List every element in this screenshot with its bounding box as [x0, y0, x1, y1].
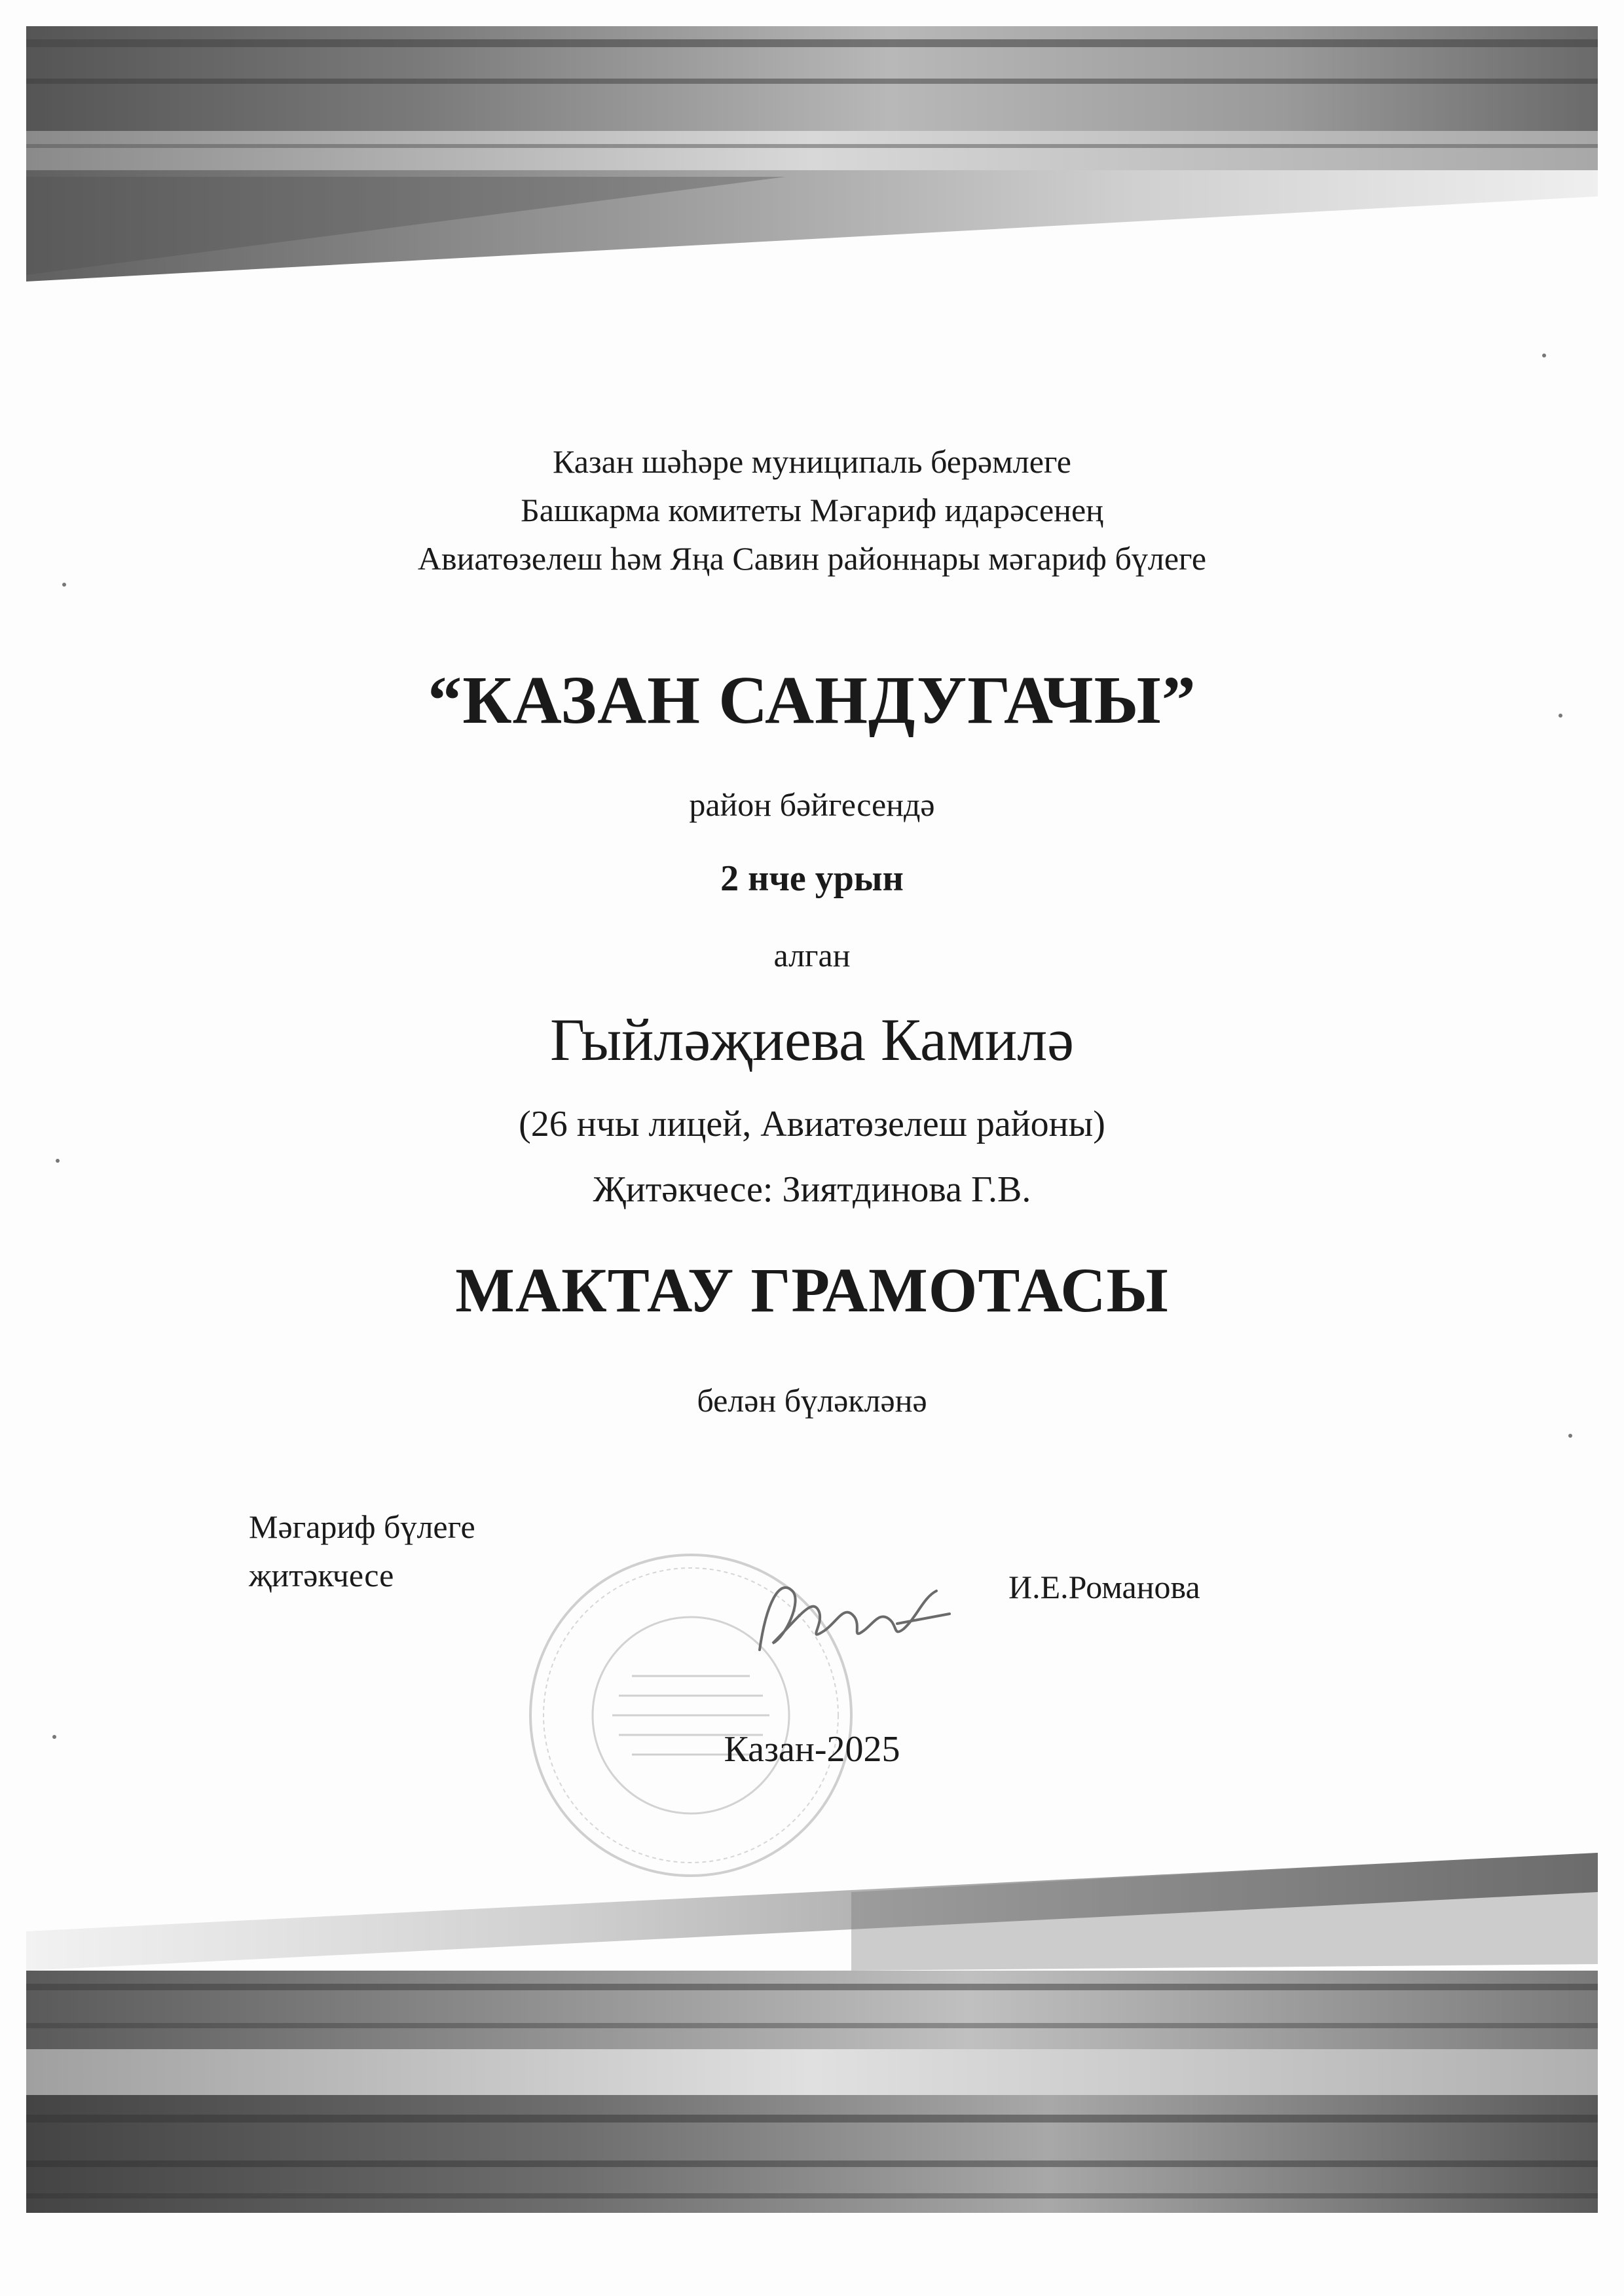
issuer-line-2: Башкарма комитеты Мәгариф идарәсенең	[521, 492, 1103, 528]
signature-mark	[740, 1552, 963, 1683]
issuer-line-1: Казан шәһәре муниципаль берәмлеге	[553, 443, 1071, 480]
contest-title: “КАЗАН САНДУГАЧЫ”	[428, 663, 1196, 738]
recipient-supervisor: Җитәкчесе: Зиятдинова Г.В.	[593, 1169, 1031, 1210]
signatory-title-line-2: җитәкчесе	[249, 1557, 394, 1594]
received-label: алган	[773, 937, 851, 974]
top-decorative-band	[0, 0, 1624, 288]
bottom-decorative-band	[0, 1853, 1624, 2296]
recipient-school: (26 нчы лицей, Авиатөзелеш районы)	[519, 1104, 1105, 1144]
city-year: Казан-2025	[724, 1729, 900, 1770]
scan-speck	[56, 1159, 60, 1163]
award-title: МАКТАУ ГРАМОТАСЫ	[455, 1255, 1169, 1325]
contest-subtitle: район бәйгесендә	[689, 786, 935, 823]
issuer-line-3: Авиатөзелеш һәм Яңа Савин районнары мәгариф бүлеге	[417, 540, 1207, 577]
scan-speck	[1542, 354, 1546, 357]
recipient-name: Гыйләҗиева Камилә	[549, 1006, 1075, 1073]
signatory-title	[249, 1503, 475, 1599]
signatory-title-line-1: Мәгариф бүлеге	[249, 1508, 475, 1545]
signatory-name: И.Е.Романова	[1008, 1569, 1200, 1605]
scan-speck	[1568, 1434, 1572, 1438]
scan-speck	[62, 583, 66, 587]
place-label: 2 нче урын	[720, 858, 904, 899]
issuer-block	[0, 437, 1624, 583]
award-verb: белән бүләкләнә	[697, 1382, 927, 1419]
